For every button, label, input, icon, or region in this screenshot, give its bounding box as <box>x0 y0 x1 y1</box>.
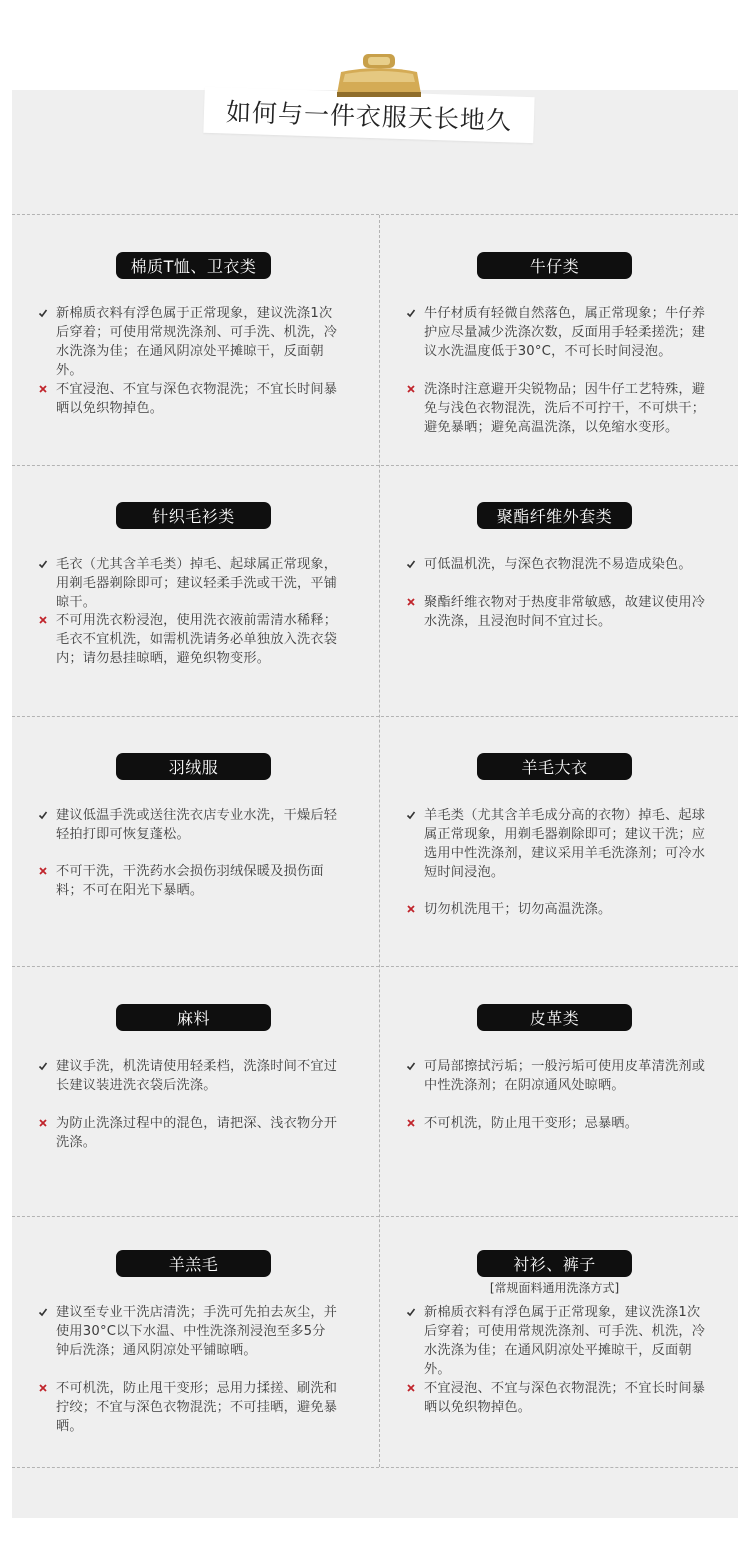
category-heading: 针织毛衫类 <box>116 502 271 529</box>
dont-item: 为防止洗涤过程中的混色，请把深、浅衣物分开洗涤。 <box>38 1114 338 1152</box>
check-icon <box>406 304 424 318</box>
care-card-wool-coat <box>380 717 746 966</box>
check-icon <box>38 555 56 569</box>
page-title: 如何与一件衣服天长地久 <box>225 97 513 136</box>
dont-item: 不可用洗衣粉浸泡，使用洗衣液前需清水稀释；毛衣不宜机洗，如需机洗请务必单独放入洗衣袋内；请勿悬挂晾晒，避免织物变形。 <box>38 611 338 668</box>
care-card-leather <box>380 967 746 1216</box>
category-heading: 羊羔毛 <box>116 1250 271 1277</box>
care-card-knitwear <box>12 466 378 716</box>
dont-item: 切勿机洗甩干；切勿高温洗涤。 <box>406 900 706 919</box>
do-item: 建议低温手洗或送往洗衣店专业水洗，干燥后轻轻拍打即可恢复蓬松。 <box>38 806 338 844</box>
cross-icon <box>406 1114 424 1128</box>
cross-icon <box>406 380 424 394</box>
check-icon <box>406 555 424 569</box>
cross-icon <box>38 611 56 625</box>
care-card-down-jacket <box>12 717 378 966</box>
row-divider <box>12 1467 738 1468</box>
category-heading: 皮革类 <box>477 1004 632 1031</box>
binder-clip-icon <box>333 52 425 102</box>
dont-item: 不宜浸泡、不宜与深色衣物混洗；不宜长时间暴晒以免织物掉色。 <box>406 1379 706 1417</box>
category-heading: 衬衫、裤子 <box>477 1250 632 1277</box>
do-item: 建议手洗，机洗请使用轻柔档，洗涤时间不宜过长建议装进洗衣袋后洗涤。 <box>38 1057 338 1095</box>
do-item: 毛衣（尤其含羊毛类）掉毛、起球属正常现象，用剃毛器剃除即可；建议轻柔手洗或干洗，平铺晾干。 <box>38 555 338 612</box>
check-icon <box>38 1057 56 1071</box>
do-item: 可局部擦拭污垢；一般污垢可使用皮革清洗剂或中性洗涤剂；在阴凉通风处晾晒。 <box>406 1057 706 1095</box>
dont-item: 洗涤时注意避开尖锐物品；因牛仔工艺特殊，避免与浅色衣物混洗，洗后不可拧干，不可烘干；避免暴晒；避免高温洗涤，以免缩水变形。 <box>406 380 706 437</box>
check-icon <box>406 806 424 820</box>
do-item: 新棉质衣料有浮色属于正常现象，建议洗涤1次后穿着；可使用常规洗涤剂、可手洗、机洗，冷水洗涤为佳；在通风阴凉处平摊晾干，反面朝外。 <box>38 304 338 380</box>
dont-item: 不可干洗，干洗药水会损伤羽绒保暖及损伤面料；不可在阳光下暴晒。 <box>38 862 338 900</box>
dont-item: 不宜浸泡、不宜与深色衣物混洗；不宜长时间暴晒以免织物掉色。 <box>38 380 338 418</box>
category-note: [常规面料通用洗涤方式] <box>489 1281 620 1295</box>
category-heading: 棉质T恤、卫衣类 <box>116 252 271 279</box>
care-card-cotton <box>12 215 378 465</box>
care-card-lambswool <box>12 1217 378 1467</box>
do-item: 可低温机洗，与深色衣物混洗不易造成染色。 <box>406 555 706 574</box>
cross-icon <box>38 1114 56 1128</box>
category-heading: 麻料 <box>116 1004 271 1031</box>
do-item: 新棉质衣料有浮色属于正常现象，建议洗涤1次后穿着；可使用常规洗涤剂、可手洗、机洗，冷水洗涤为佳；在通风阴凉处平摊晾干，反面朝外。 <box>406 1303 706 1379</box>
category-heading: 聚酯纤维外套类 <box>477 502 632 529</box>
dont-item: 不可机洗，防止甩干变形；忌用力揉搓、刷洗和拧绞；不宜与深色衣物混洗；不可挂晒，避免暴晒。 <box>38 1379 338 1436</box>
do-item: 牛仔材质有轻微自然落色，属正常现象；牛仔养护应尽量减少洗涤次数，反面用手轻柔搓洗；建议水洗温度低于30°C，不可长时间浸泡。 <box>406 304 706 361</box>
do-item: 建议至专业干洗店清洗；手洗可先拍去灰尘，并使用30°C以下水温、中性洗涤剂浸泡至多5分钟后洗涤；通风阴凉处平铺晾晒。 <box>38 1303 338 1360</box>
check-icon <box>38 304 56 318</box>
cross-icon <box>38 380 56 394</box>
cross-icon <box>406 900 424 914</box>
category-heading: 羊毛大衣 <box>477 753 632 780</box>
dont-item: 不可机洗，防止甩干变形；忌暴晒。 <box>406 1114 706 1133</box>
category-heading: 牛仔类 <box>477 252 632 279</box>
cross-icon <box>406 1379 424 1393</box>
care-card-polyester <box>380 466 746 716</box>
cross-icon <box>38 862 56 876</box>
check-icon <box>406 1303 424 1317</box>
do-item: 羊毛类（尤其含羊毛成分高的衣物）掉毛、起球属正常现象，用剃毛器剃除即可；建议干洗；应选用中性洗涤剂，建议采用羊毛洗涤剂；可冷水短时间浸泡。 <box>406 806 706 882</box>
check-icon <box>38 806 56 820</box>
check-icon <box>38 1303 56 1317</box>
care-card-linen <box>12 967 378 1216</box>
care-card-shirts-trousers <box>380 1217 746 1467</box>
cross-icon <box>38 1379 56 1393</box>
category-heading: 羽绒服 <box>116 753 271 780</box>
cross-icon <box>406 593 424 607</box>
dont-item: 聚酯纤维衣物对于热度非常敏感，故建议使用冷水洗涤，且浸泡时间不宜过长。 <box>406 593 706 631</box>
check-icon <box>406 1057 424 1071</box>
care-card-denim <box>380 215 746 465</box>
